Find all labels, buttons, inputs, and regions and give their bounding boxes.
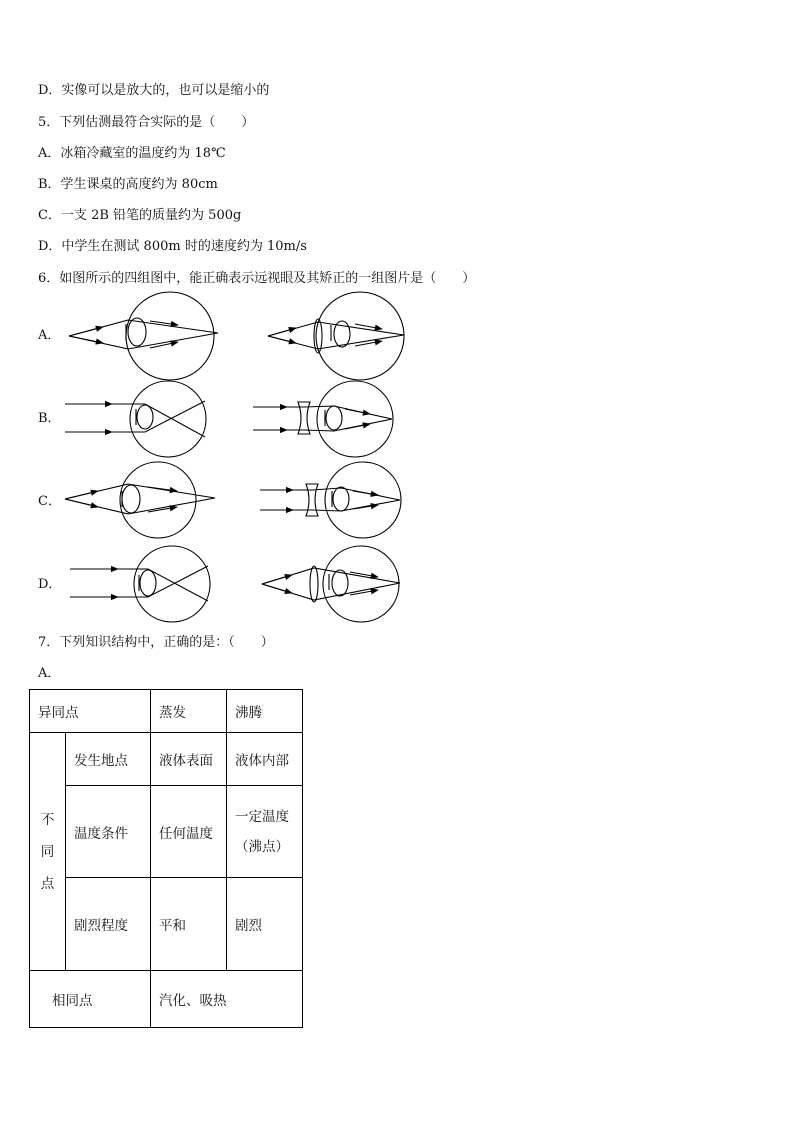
eye-a-right bbox=[268, 292, 404, 380]
table-cell: 液体内部 bbox=[227, 733, 303, 786]
table-header-cell: 沸腾 bbox=[227, 690, 303, 733]
table-cell: 一定温度 （沸点） bbox=[227, 786, 303, 878]
table-row bbox=[30, 971, 303, 1028]
table-cell: 剧烈程度 bbox=[66, 878, 151, 971]
eye-d-left bbox=[70, 546, 210, 622]
eye-c-right bbox=[260, 462, 401, 538]
table-cell: 任何温度 bbox=[151, 786, 227, 878]
q6-label-d: D． bbox=[38, 577, 62, 592]
eye-d-right bbox=[262, 546, 400, 622]
table-row bbox=[30, 690, 303, 733]
eye-b-right bbox=[253, 381, 393, 457]
q6-stem: 6．如图所示的四组图中，能正确表示远视眼及其矫正的一组图片是（ ） bbox=[38, 271, 476, 286]
q6-label-b: B． bbox=[38, 411, 61, 426]
q4-option-d: D．实像可以是放大的，也可以是缩小的 bbox=[38, 83, 270, 98]
table-cell: 温度条件 bbox=[66, 786, 151, 878]
table-header-cell: 异同点 bbox=[30, 690, 151, 733]
q5-option-c: C．一支 2B 铅笔的质量约为 500g bbox=[38, 208, 242, 223]
q5-option-a: A．冰箱冷藏室的温度约为 18℃ bbox=[38, 146, 226, 161]
table-cell: 相同点 bbox=[30, 971, 151, 1028]
table-row bbox=[30, 786, 303, 878]
q5-option-d: D．中学生在测试 800m 时的速度约为 10m/s bbox=[38, 239, 307, 254]
table-cell: 汽化、吸热 bbox=[151, 971, 303, 1028]
table-row bbox=[30, 878, 303, 971]
table-header-cell: 蒸发 bbox=[151, 690, 227, 733]
q5-option-b: B．学生课桌的高度约为 80cm bbox=[38, 177, 218, 192]
q7-option-a: A． bbox=[38, 666, 61, 681]
table-cell: 平和 bbox=[151, 878, 227, 971]
q5-stem: 5．下列估测最符合实际的是（ ） bbox=[38, 115, 255, 130]
q7-stem: 7．下列知识结构中，正确的是：（ ） bbox=[38, 635, 274, 650]
eye-b-left bbox=[65, 381, 206, 457]
eye-a-left bbox=[69, 292, 218, 380]
q6-label-a: A． bbox=[38, 328, 61, 343]
table-cell: 液体表面 bbox=[151, 733, 227, 786]
table-row bbox=[30, 733, 303, 786]
eye-c-left bbox=[65, 462, 215, 538]
table-cell: 发生地点 bbox=[66, 733, 151, 786]
knowledge-table bbox=[29, 689, 303, 1028]
table-cell: 剧烈 bbox=[227, 878, 303, 971]
table-group-label: 不 同 点 bbox=[30, 733, 66, 971]
q6-label-c: C． bbox=[38, 494, 61, 509]
